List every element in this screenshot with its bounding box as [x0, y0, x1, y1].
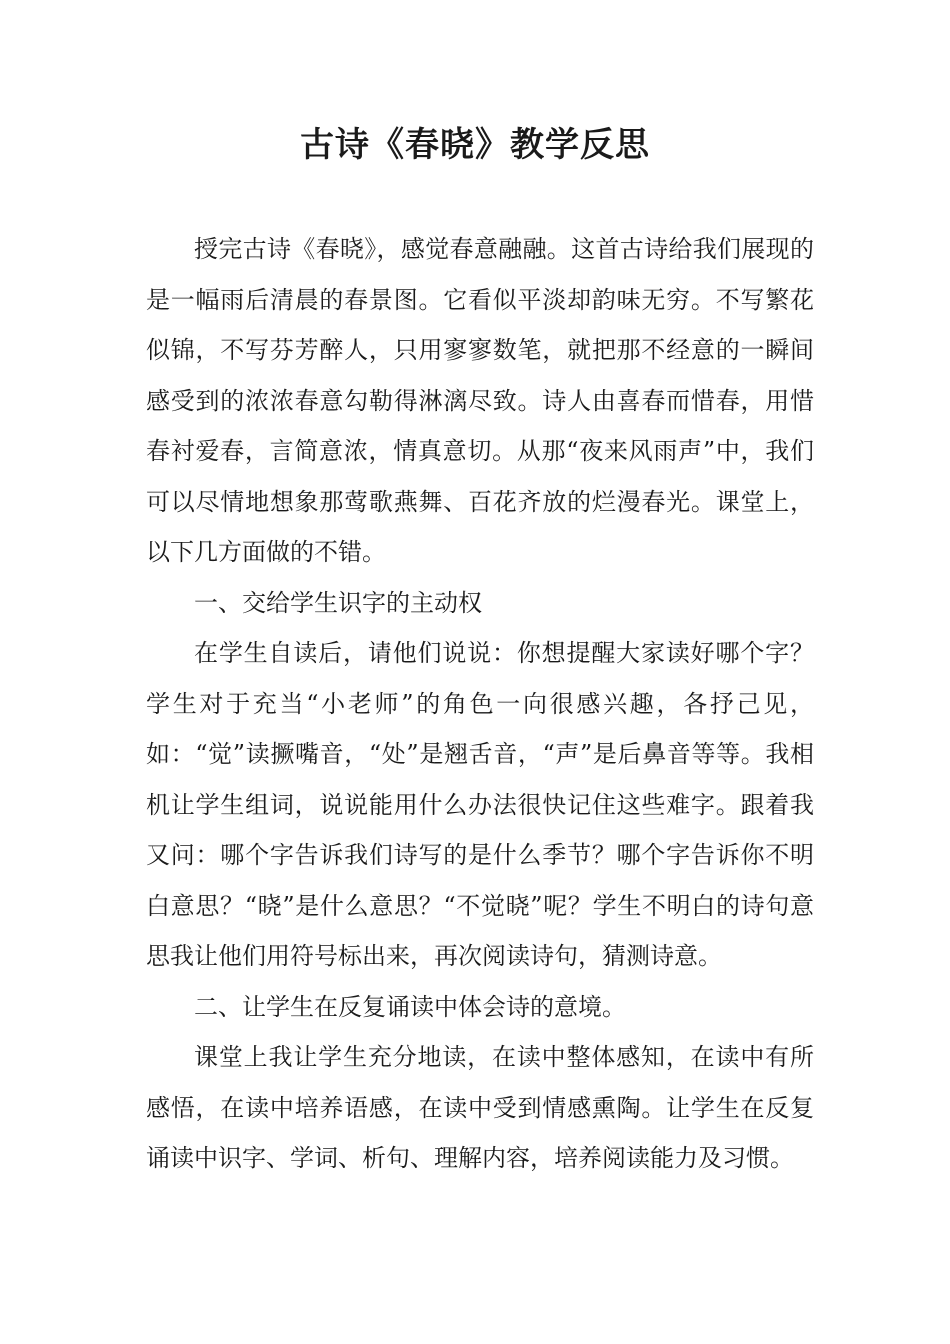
section-heading-1: 一、交给学生识字的主动权 — [194, 588, 482, 617]
document-body — [146, 224, 814, 1184]
paragraph-section-2: 课堂上我让学生充分地读，在读中整体感知，在读中有所感悟，在读中培养语感，在读中受到情感熏陶。让学生在反复诵读中识字、学词、析句、理解内容，培养阅读能力及习惯。 — [146, 1043, 814, 1172]
paragraph-intro: 授完古诗《春晓》，感觉春意融融。这首古诗给我们展现的是一幅雨后清晨的春景图。它看似平淡却韵味无穷。不写繁花似锦，不写芬芳醉人，只用寥寥数笔，就把那不经意的一瞬间感受到的浓浓春意勾勒得淋漓尽致。诗人由喜春而惜春，用惜春衬爱春，言简意浓，情真意切。从那“夜来风雨声”中，我们可以尽情地想象那莺歌燕舞、百花齐放的烂漫春光。课堂上，以下几方面做的不错。 — [146, 235, 814, 566]
section-heading-2: 二、让学生在反复诵读中体会诗的意境。 — [194, 992, 626, 1021]
paragraph-section-1: 在学生自读后，请他们说说：你想提醒大家读好哪个字？学生对于充当“小老师”的角色一向很感兴趣，各抒己见，如：“觉”读撅嘴音，“处”是翘舌音，“声”是后鼻音等等。我相机让学生组词，说说能用什么办法很快记住这些难字。跟着我又问：哪个字告诉我们诗写的是什么季节？哪个字告诉你不明白意思？“晓”是什么意思？“不觉晓”呢？学生不明白的诗句意思我让他们用符号标出来，再次阅读诗句，猜测诗意。 — [146, 639, 814, 970]
document-title: 古诗《春晓》教学反思 — [300, 125, 650, 165]
